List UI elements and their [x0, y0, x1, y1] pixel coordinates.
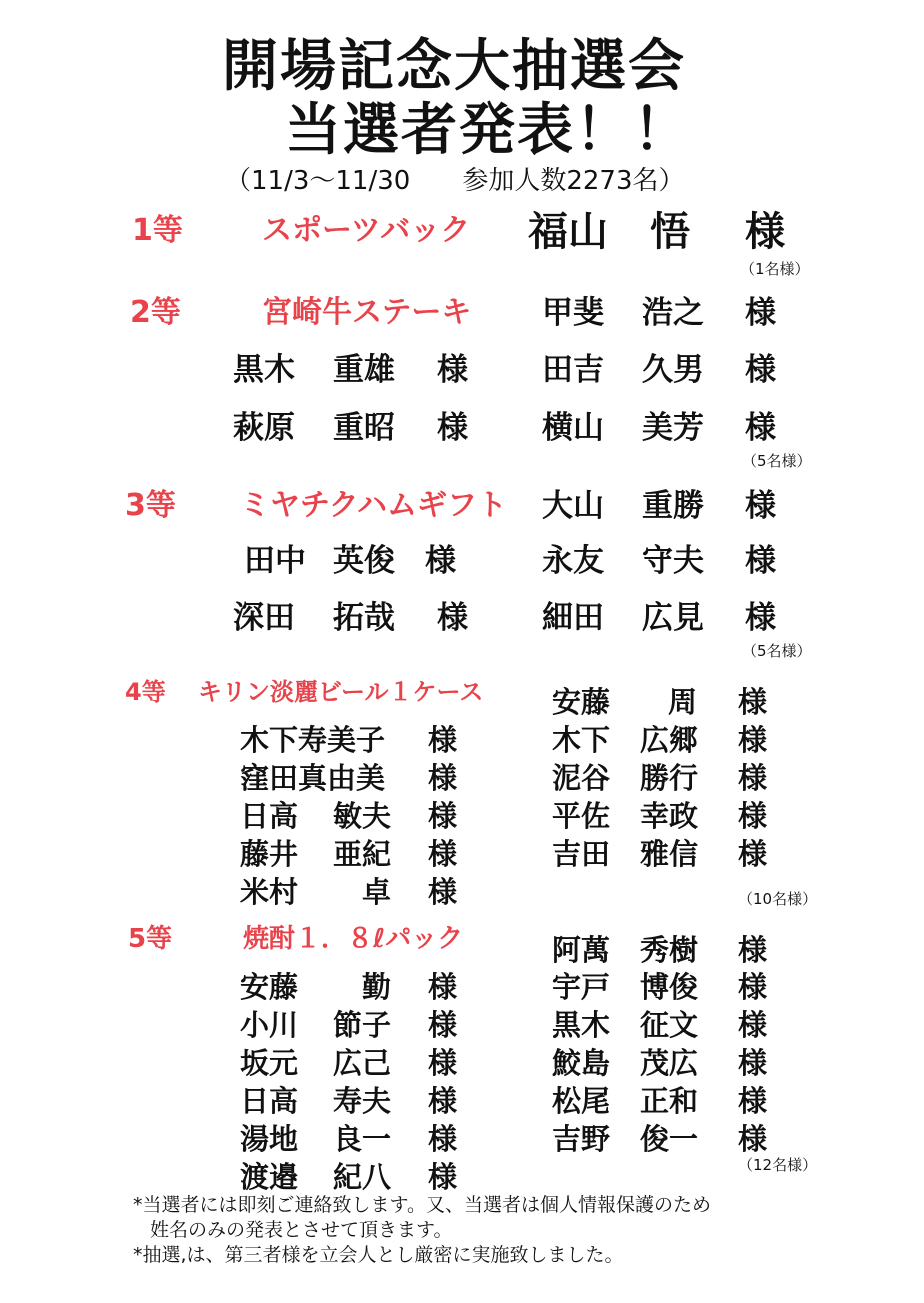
winner-family: 藤井 — [240, 837, 299, 871]
winner-given: 重勝 — [642, 488, 704, 524]
winner-given: 敏夫 — [333, 799, 392, 833]
winner-honorific: 様 — [428, 1160, 458, 1194]
winner-family: 阿萬 — [552, 933, 611, 967]
winner-given: 美芳 — [642, 410, 704, 446]
winner-honorific: 様 — [745, 209, 785, 255]
prize-2: 宮崎牛ステーキ — [262, 295, 472, 330]
winner-given: 勤 — [362, 970, 392, 1004]
winner-given: 周 — [668, 685, 698, 719]
winner-honorific: 様 — [428, 723, 458, 757]
winner-honorific: 様 — [738, 1008, 768, 1042]
winner-family: 坂元 — [240, 1046, 299, 1080]
winner-honorific: 様 — [738, 837, 768, 871]
winner-given: 広見 — [642, 600, 704, 636]
winner-family: 甲斐 — [542, 295, 604, 331]
prize-3: ミヤチクハムギフト — [240, 488, 507, 523]
winner-honorific: 様 — [738, 761, 768, 795]
winner-honorific: 様 — [738, 723, 768, 757]
winner-family: 渡邉 — [240, 1160, 299, 1194]
winner-given: 広己 — [333, 1046, 392, 1080]
winner-family: 吉田 — [552, 837, 611, 871]
winner-given: 節子 — [333, 1008, 392, 1042]
winner-honorific: 様 — [428, 799, 458, 833]
winner-honorific: 様 — [428, 970, 458, 1004]
winner-family: 米村 — [240, 875, 299, 909]
winner-given: 征文 — [640, 1008, 699, 1042]
winner-family: 窪田真由美 — [240, 761, 386, 795]
winner-given: 紀八 — [333, 1160, 392, 1194]
winner-honorific: 様 — [437, 410, 468, 446]
winner-family: 日高 — [240, 799, 299, 833]
winner-given: 雅信 — [640, 837, 699, 871]
winner-given: 広郷 — [640, 723, 699, 757]
winner-given: 良一 — [333, 1122, 392, 1156]
winner-family: 木下寿美子 — [240, 723, 386, 757]
winner-family: 安藤 — [240, 970, 299, 1004]
winner-honorific: 様 — [428, 1046, 458, 1080]
winner-family: 吉野 — [552, 1122, 611, 1156]
note-contact: *当選者には即刻ご連絡致します。又、当選者は個人情報保護のため — [133, 1194, 711, 1216]
winner-family: 永友 — [542, 543, 604, 579]
rank-5: 5等 — [128, 924, 173, 954]
winner-family: 黒木 — [233, 352, 295, 388]
prize-5: 焼酎１．８ℓパック — [243, 924, 464, 954]
winner-honorific: 様 — [745, 600, 776, 636]
winner-given: 秀樹 — [640, 933, 699, 967]
page-title: 開場記念大抽選会 — [222, 34, 686, 99]
winner-honorific: 様 — [745, 295, 776, 331]
winner-honorific: 様 — [745, 352, 776, 388]
period-and-participants: （11/3～11/30 参加人数2273名） — [225, 166, 685, 196]
winner-family: 泥谷 — [552, 761, 611, 795]
winner-honorific: 様 — [437, 352, 468, 388]
winner-honorific: 様 — [738, 685, 768, 719]
winner-given: 幸政 — [640, 799, 699, 833]
winner-family: 田中 — [244, 543, 306, 579]
winner-family: 萩原 — [233, 410, 295, 446]
winner-honorific: 様 — [428, 761, 458, 795]
winner-honorific: 様 — [738, 1046, 768, 1080]
note-lottery: *抽選,は、第三者様を立会人とし厳密に実施致しました。 — [133, 1244, 624, 1266]
winner-family: 湯地 — [240, 1122, 299, 1156]
rank-1: 1等 — [132, 213, 183, 248]
winner-family: 黒木 — [552, 1008, 611, 1042]
winner-honorific: 様 — [738, 799, 768, 833]
winner-honorific: 様 — [745, 488, 776, 524]
winner-family: 松尾 — [552, 1084, 611, 1118]
winner-family: 深田 — [233, 600, 295, 636]
prize-4: キリン淡麗ビール１ケース — [198, 678, 484, 706]
winner-given: 浩之 — [642, 295, 704, 331]
winner-given: 卓 — [362, 875, 392, 909]
winner-honorific: 様 — [738, 1122, 768, 1156]
winner-family: 横山 — [542, 410, 604, 446]
winner-family: 鮫島 — [552, 1046, 611, 1080]
winner-given: 寿夫 — [333, 1084, 392, 1118]
winner-honorific: 様 — [745, 410, 776, 446]
winner-family: 細田 — [542, 600, 604, 636]
winner-honorific: 様 — [738, 970, 768, 1004]
winner-honorific: 様 — [437, 600, 468, 636]
winner-family: 田吉 — [542, 352, 604, 388]
winner-family: 宇戸 — [552, 970, 611, 1004]
winner-honorific: 様 — [745, 543, 776, 579]
winner-family: 小川 — [240, 1008, 299, 1042]
winner-honorific: 様 — [428, 837, 458, 871]
rank-4: 4等 — [125, 678, 166, 706]
rank-3: 3等 — [125, 488, 176, 523]
winner-honorific: 様 — [425, 543, 456, 579]
prize-1: スポーツバック — [262, 213, 471, 248]
winner-given: 悟 — [650, 209, 690, 255]
winner-honorific: 様 — [428, 875, 458, 909]
winner-given: 茂広 — [640, 1046, 699, 1080]
winner-family: 大山 — [542, 488, 604, 524]
page-subtitle: 当選者発表！！ — [285, 98, 691, 163]
winner-given: 重昭 — [333, 410, 395, 446]
note-privacy: 姓名のみの発表とさせて頂きます。 — [150, 1219, 453, 1241]
winner-honorific: 様 — [428, 1084, 458, 1118]
winner-count-1: （1名様） — [740, 260, 810, 278]
winner-count-2: （5名様） — [742, 452, 812, 470]
winner-count-3: （5名様） — [742, 642, 812, 660]
winner-given: 拓哉 — [333, 600, 395, 636]
winner-honorific: 様 — [738, 1084, 768, 1118]
winner-given: 博俊 — [640, 970, 699, 1004]
winner-given: 久男 — [642, 352, 704, 388]
winner-given: 俊一 — [640, 1122, 699, 1156]
winner-given: 英俊 — [333, 543, 395, 579]
winner-given: 亜紀 — [333, 837, 392, 871]
winner-family: 福山 — [528, 209, 608, 255]
winner-family: 安藤 — [552, 685, 611, 719]
winner-family: 日高 — [240, 1084, 299, 1118]
rank-2: 2等 — [130, 295, 181, 330]
winner-given: 重雄 — [333, 352, 395, 388]
winner-given: 正和 — [640, 1084, 699, 1118]
winner-family: 木下 — [552, 723, 611, 757]
winner-count-4: （10名様） — [738, 890, 818, 908]
winner-count-5: （12名様） — [738, 1156, 818, 1174]
winner-honorific: 様 — [738, 933, 768, 967]
winner-given: 勝行 — [640, 761, 699, 795]
winner-honorific: 様 — [428, 1008, 458, 1042]
winner-honorific: 様 — [428, 1122, 458, 1156]
winner-family: 平佐 — [552, 799, 611, 833]
winner-given: 守夫 — [642, 543, 704, 579]
